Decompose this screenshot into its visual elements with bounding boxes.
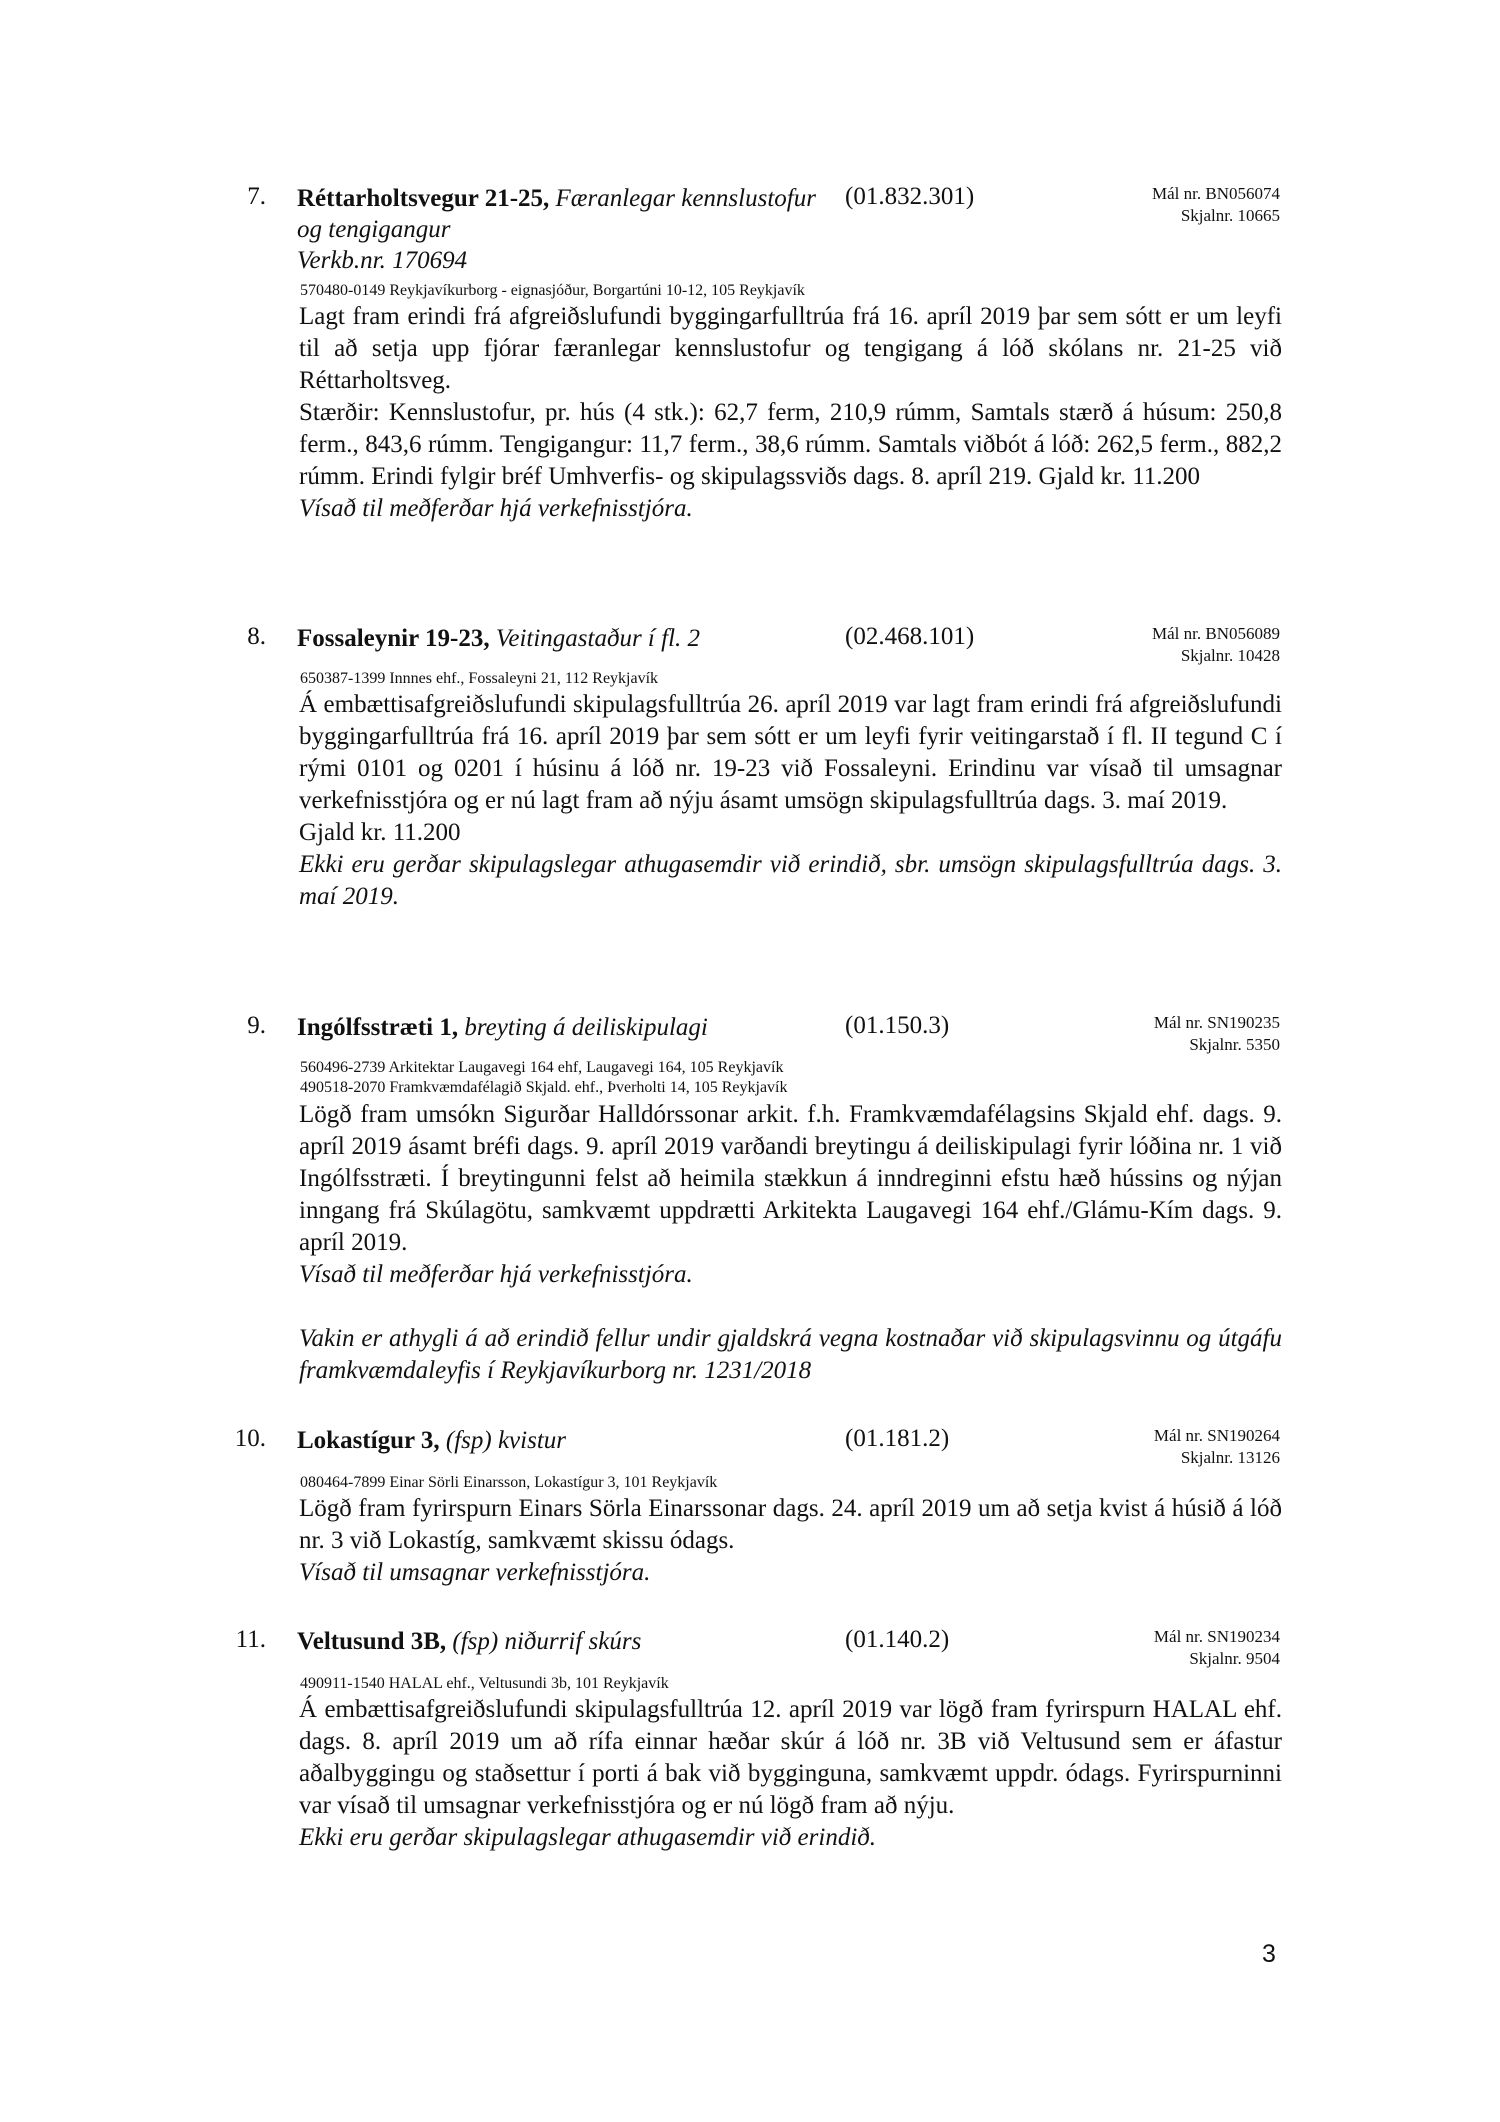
item-address: Lokastígur 3,	[297, 1427, 440, 1454]
case-number-block	[1154, 1425, 1280, 1469]
document-number: Skjalnr. 5350	[1189, 1035, 1280, 1054]
applicant: 650387-1399 Innnes ehf., Fossaleyni 21, 112 Reykjavík	[300, 670, 659, 687]
item-decision: Ekki eru gerðar skipulagslegar athugasemdir við erindið, sbr. umsögn skipulagsfulltrúa dags. 3. maí 2019.	[299, 851, 1282, 910]
item-body	[299, 1099, 1282, 1387]
item-body	[299, 1694, 1282, 1854]
item-title	[297, 183, 817, 276]
document-number: Skjalnr. 10428	[1180, 646, 1280, 665]
land-number: (01.140.2)	[845, 1626, 950, 1653]
item-address: Réttarholtsvegur 21-25,	[297, 185, 550, 212]
item-text: Á embættisafgreiðslufundi skipulagsfulltrúa 12. apríl 2019 var lögð fram fyrirspurn HALAL ehf. dags. 8. apríl 2019 um að rífa einnar hæðar skúr á lóð nr. 3B við Veltusund sem er áfastur aðalbyggingu og staðsettur í porti á bak við bygginguna, samkvæmt uppdr. ódags. Fyrirspurninni var vísað til umsagnar verkefnisstjóra og er nú lögð fram að nýju.	[299, 1696, 1282, 1819]
item-text: Stærðir: Kennslustofur, pr. hús (4 stk.): 62,7 ferm, 210,9 rúmm, Samtals stærð á húsum: 250,8 ferm., 843,6 rúmm. Tengigangur: 11,7 ferm., 38,6 rúmm. Samtals viðbót á lóð: 262,5 ferm., 882,2 rúmm. Erindi fylgir bréf Umhverfis- og skipulagssviðs dags. 8. apríl 219. Gjald kr. 11.200	[299, 399, 1282, 490]
item-subject: (fsp) kvistur	[445, 1427, 567, 1454]
item-subject: (fsp) niðurrif skúrs	[452, 1628, 642, 1655]
item-text: Gjald kr. 11.200	[299, 819, 461, 846]
item-body	[299, 1493, 1282, 1589]
land-number: (02.468.101)	[845, 623, 975, 650]
item-title	[297, 1626, 817, 1657]
item-title	[297, 1012, 817, 1043]
applicant: 560496-2739 Arkitektar Laugavegi 164 ehf, Laugavegi 164, 105 Reykjavík	[300, 1059, 784, 1076]
item-address: Veltusund 3B,	[297, 1628, 447, 1655]
item-body	[299, 301, 1282, 525]
case-number-block	[1154, 1012, 1280, 1056]
land-number: (01.150.3)	[845, 1012, 950, 1039]
land-number: (01.181.2)	[845, 1425, 950, 1452]
item-number: 7.	[247, 183, 266, 210]
item-note: Vakin er athygli á að erindið fellur undir gjaldskrá vegna kostnaðar við skipulagsvinnu og útgáfu framkvæmdaleyfis í Reykjavíkurborg nr. 1231/2018	[299, 1325, 1282, 1384]
document-number: Skjalnr. 10665	[1180, 206, 1280, 225]
land-number: (01.832.301)	[845, 183, 975, 210]
applicant: 080464-7899 Einar Sörli Einarsson, Lokastígur 3, 101 Reykjavík	[300, 1474, 718, 1491]
item-number: 9.	[247, 1012, 266, 1039]
item-body	[299, 689, 1282, 913]
applicant: 570480-0149 Reykjavíkurborg - eignasjóður, Borgartúni 10-12, 105 Reykjavík	[300, 282, 805, 299]
item-decision: Vísað til meðferðar hjá verkefnisstjóra.	[299, 1261, 693, 1288]
case-number: Mál nr. SN190264	[1153, 1426, 1280, 1445]
case-number: Mál nr. SN190235	[1153, 1013, 1280, 1032]
item-text: Lögð fram umsókn Sigurðar Halldórssonar arkit. f.h. Framkvæmdafélagsins Skjald ehf. dags. 9. apríl 2019 ásamt bréfi dags. 9. apríl 2019 varðandi breytingu á deiliskipulagi fyrir lóðina nr. 1 við Ingólfsstræti. Í breytingunni felst að heimila stækkun á inndreginni efstu hæð hússins og nýjan inngang frá Skúlagötu, samkvæmt uppdrætti Arkitekta Laugavegi 164 ehf./Glámu-Kím dags. 9. apríl 2019.	[299, 1101, 1282, 1256]
item-text: Lögð fram fyrirspurn Einars Sörla Einarssonar dags. 24. apríl 2019 um að setja kvist á húsið á lóð nr. 3 við Lokastíg, samkvæmt skissu ódags.	[299, 1495, 1282, 1554]
item-title	[297, 623, 817, 654]
case-number-block	[1152, 183, 1280, 227]
item-decision: Vísað til umsagnar verkefnisstjóra.	[299, 1559, 651, 1586]
document-number: Skjalnr. 13126	[1180, 1448, 1280, 1467]
item-text: Lagt fram erindi frá afgreiðslufundi byggingarfulltrúa frá 16. apríl 2019 þar sem sótt er um leyfi til að setja upp fjórar færanlegar kennslustofur og tengigang á lóð skólans nr. 21-25 við Réttarholtsveg.	[299, 303, 1282, 394]
item-address: Fossaleynir 19-23,	[297, 625, 490, 652]
case-number-block	[1154, 1626, 1280, 1670]
case-number: Mál nr. BN056074	[1152, 184, 1280, 203]
document-number: Skjalnr. 9504	[1189, 1649, 1280, 1668]
case-number-block	[1152, 623, 1280, 667]
item-decision: Ekki eru gerðar skipulagslegar athugasemdir við erindið.	[299, 1824, 877, 1851]
applicant: 490518-2070 Framkvæmdafélagið Skjald. ehf., Þverholti 14, 105 Reykjavík	[300, 1079, 788, 1096]
applicant: 490911-1540 HALAL ehf., Veltusundi 3b, 101 Reykjavík	[300, 1675, 669, 1692]
item-verkb: Verkb.nr. 170694	[297, 247, 468, 274]
item-subject: breyting á deiliskipulagi	[464, 1014, 708, 1041]
page-number: 3	[1262, 1940, 1276, 1968]
item-subject: Veitingastaður í fl. 2	[495, 625, 701, 652]
item-number: 11.	[235, 1626, 266, 1653]
item-decision: Vísað til meðferðar hjá verkefnisstjóra.	[299, 495, 693, 522]
item-text: Á embættisafgreiðslufundi skipulagsfulltrúa 26. apríl 2019 var lagt fram erindi frá afgreiðslufundi byggingarfulltrúa frá 16. apríl 2019 þar sem sótt er um leyfi fyrir veitingarstað í fl. II tegund C í rými 0101 og 0201 í húsinu á lóð nr. 19-23 við Fossaleyni. Erindinu var vísað til umsagnar verkefnisstjóra og er nú lagt fram að nýju ásamt umsögn skipulagsfulltrúa dags. 3. maí 2019.	[299, 691, 1282, 814]
item-subject: Færanlegar kennslustofur og tengigangur	[297, 185, 816, 243]
case-number: Mál nr. SN190234	[1153, 1627, 1280, 1646]
item-address: Ingólfsstræti 1,	[297, 1014, 459, 1041]
item-number: 10.	[234, 1425, 266, 1452]
case-number: Mál nr. BN056089	[1152, 624, 1280, 643]
item-number: 8.	[247, 623, 266, 650]
item-title	[297, 1425, 817, 1456]
